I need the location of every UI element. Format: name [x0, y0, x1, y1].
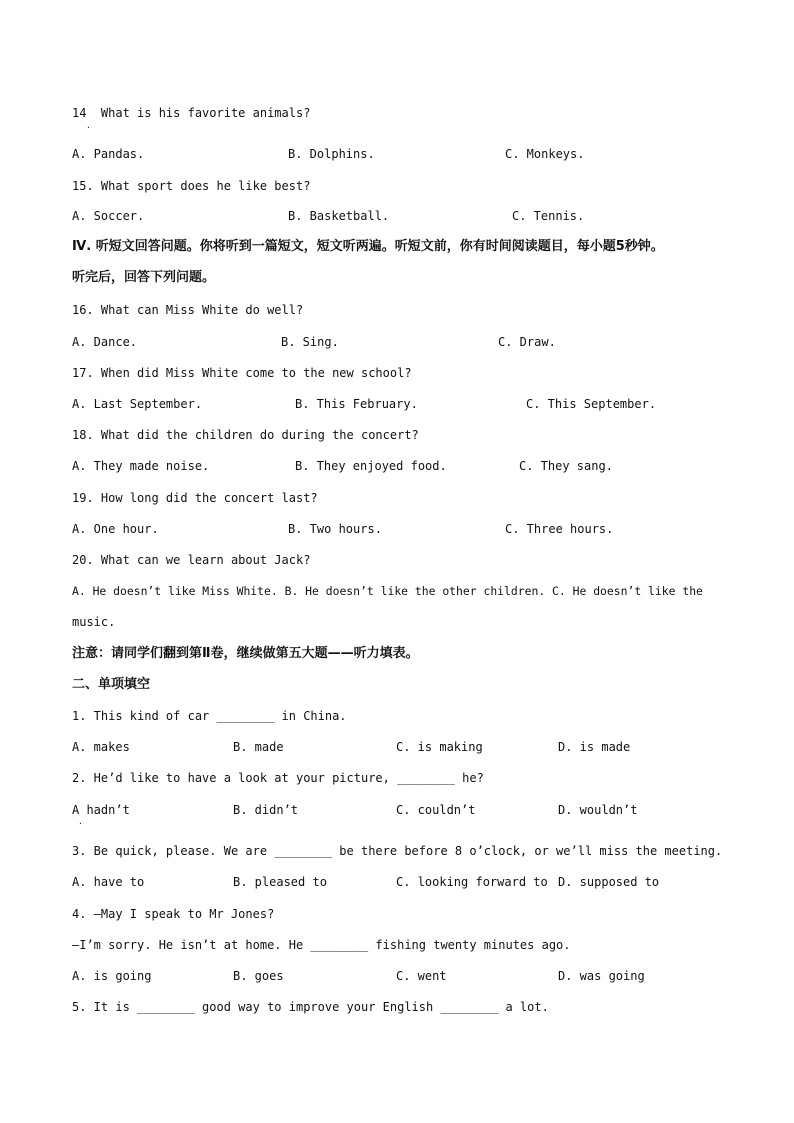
part-4-heading-cont: 听完后，回答下列问题。	[72, 270, 216, 285]
q18-option-c: C. They sang.	[519, 459, 613, 473]
s2-q3-option-a: A. have to	[72, 875, 145, 889]
s2-q2-option-c: C. couldn’t	[396, 803, 476, 817]
s2-q4-option-a: A. is going	[72, 969, 152, 983]
section-2-title: 二、单项填空	[72, 677, 151, 692]
s2-q1-option-b: B. made	[233, 740, 284, 754]
question-19-stem: 19. How long did the concert last?	[72, 491, 318, 505]
question-17-stem: 17. When did Miss White come to the new school?	[72, 366, 412, 380]
q18-option-b: B. They enjoyed food.	[295, 459, 447, 473]
question-16-stem: 16. What can Miss White do well?	[72, 303, 304, 317]
q17-option-b: B. This February.	[295, 397, 418, 411]
q14-option-b: B. Dolphins.	[288, 147, 375, 161]
q17-option-a: A. Last September.	[72, 397, 203, 411]
s2-q1-option-c: C. is making	[396, 740, 483, 754]
s2-q3-option-d: D. supposed to	[558, 875, 660, 889]
q16-option-a: A. Dance.	[72, 335, 138, 349]
s2-q3-option-b: B. pleased to	[233, 875, 327, 889]
part-4-heading: Ⅳ. 听短文回答问题。你将听到一篇短文，短文听两遍。听短文前，你有时间阅读题目，每小题5秒钟。	[72, 239, 664, 254]
s2-q4-reply: —I’m sorry. He isn’t at home. He ________ fishing twenty minutes ago.	[72, 938, 571, 952]
s2-q2-option-d: D. wouldn’t	[558, 803, 638, 817]
question-15-stem: 15. What sport does he like best?	[72, 179, 311, 193]
s2-q2-option-a: A hadn’t	[72, 803, 130, 817]
q20-options: A. He doesn’t like Miss White. B. He doesn’t like the other children. C. He doesn’t like the	[72, 584, 703, 598]
s2-question-4-stem: 4. —May I speak to Mr Jones?	[72, 907, 275, 921]
notice-text: 注意：请同学们翻到第Ⅱ卷，继续做第五大题——听力填表。	[72, 646, 419, 661]
s2-q1-option-a: A. makes	[72, 740, 130, 754]
s2-question-5-stem: 5. It is ________ good way to improve your English ________ a lot.	[72, 1000, 549, 1014]
s2-q4-option-b: B. goes	[233, 969, 284, 983]
s2-q3-option-c: C. looking forward to	[396, 875, 548, 889]
question-14-stem: 14 What is his favorite animals?	[72, 106, 311, 120]
s2-question-2-stem: 2. He’d like to have a look at your picture, ________ he?	[72, 771, 484, 785]
s2-question-3-stem: 3. Be quick, please. We are ________ be there before 8 o’clock, or we’ll miss the meeting.	[72, 844, 723, 858]
s2-q2-option-b: B. didn’t	[233, 803, 299, 817]
q19-option-b: B. Two hours.	[288, 522, 382, 536]
q16-option-c: C. Draw.	[498, 335, 556, 349]
q20-options-cont: music.	[72, 615, 116, 629]
s2-q1-option-d: D. is made	[558, 740, 631, 754]
question-18-stem: 18. What did the children do during the concert?	[72, 428, 419, 442]
q14-option-a: A. Pandas.	[72, 147, 145, 161]
stray-mark: ·	[78, 819, 83, 828]
s2-q4-option-c: C. went	[396, 969, 447, 983]
q15-option-b: B. Basketball.	[288, 209, 390, 223]
q15-option-c: C. Tennis.	[512, 209, 585, 223]
q18-option-a: A. They made noise.	[72, 459, 210, 473]
q15-option-a: A. Soccer.	[72, 209, 145, 223]
q17-option-c: C. This September.	[526, 397, 657, 411]
stray-mark: ·	[86, 123, 91, 132]
q14-option-c: C. Monkeys.	[505, 147, 585, 161]
s2-question-1-stem: 1. This kind of car ________ in China.	[72, 709, 347, 723]
q19-option-a: A. One hour.	[72, 522, 159, 536]
q19-option-c: C. Three hours.	[505, 522, 614, 536]
q16-option-b: B. Sing.	[281, 335, 339, 349]
s2-q4-option-d: D. was going	[558, 969, 645, 983]
question-20-stem: 20. What can we learn about Jack?	[72, 553, 311, 567]
